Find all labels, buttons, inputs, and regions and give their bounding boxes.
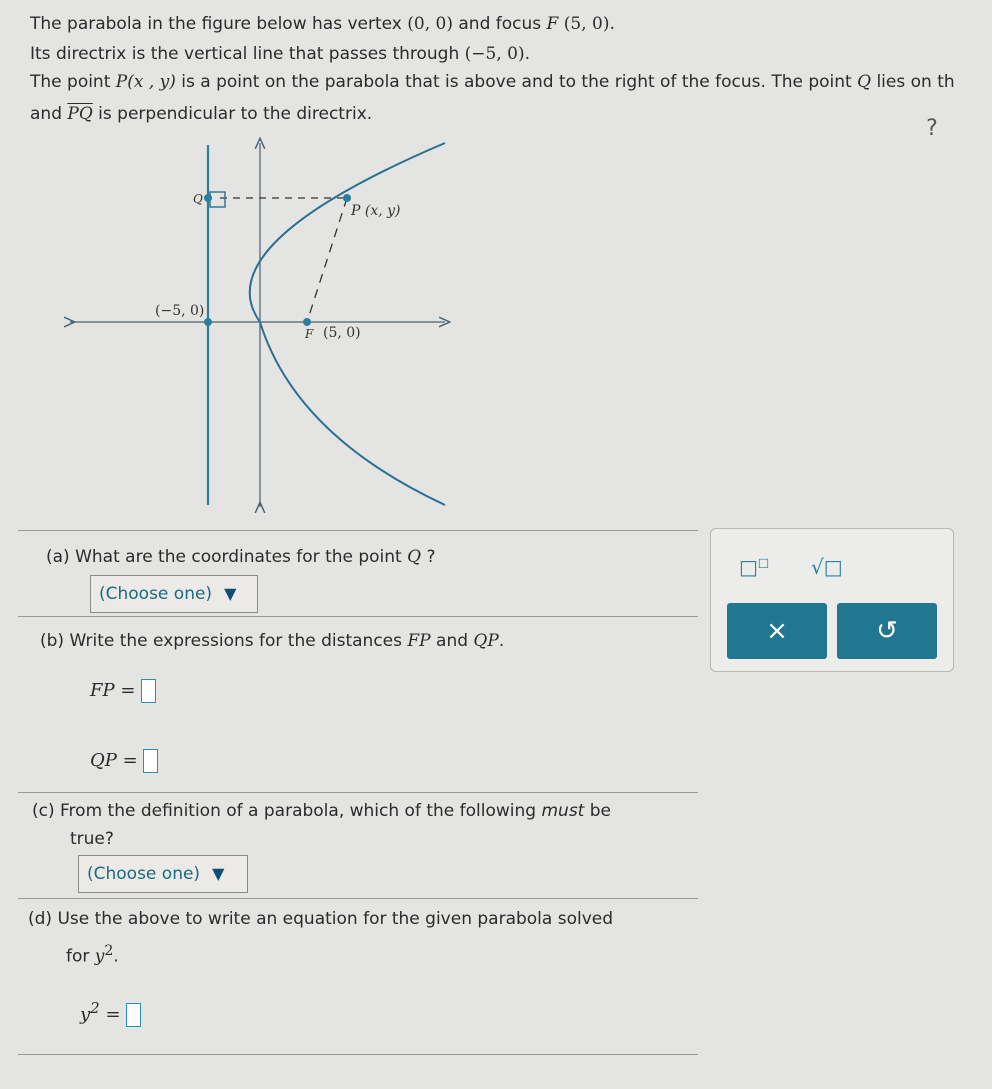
sqrt-button[interactable]: √□ — [811, 555, 843, 579]
part-b-text: (b) Write the expressions for the distances — [40, 631, 408, 651]
intro-line-3 — [30, 72, 955, 92]
equals-sign: = — [105, 1004, 121, 1025]
y-exponent: 2 — [104, 943, 114, 959]
intro-text: Its directrix is the vertical line that passes through — [30, 44, 465, 64]
focus-label: F — [546, 14, 559, 34]
part-d-for — [66, 943, 119, 967]
dropdown-label: (Choose one) — [87, 864, 201, 884]
point-q-dropdown[interactable] — [90, 575, 258, 613]
part-c-section — [18, 792, 698, 899]
eq-y: y — [80, 1004, 91, 1025]
fp-answer-input[interactable] — [141, 679, 156, 703]
point-q — [204, 194, 212, 202]
label-p: P (x, y) — [351, 203, 401, 219]
point-p — [343, 194, 351, 202]
part-a-end: ? — [421, 547, 436, 567]
parabola-definition-dropdown[interactable] — [78, 855, 248, 893]
part-b-and: and — [430, 631, 474, 651]
focus-value: (5, 0). — [563, 14, 615, 34]
math-tool-panel — [710, 528, 954, 672]
qp-eq-label: QP = — [90, 750, 138, 771]
intro-text: lies on th — [871, 72, 955, 92]
label-directrix-point: (−5, 0) — [155, 303, 205, 319]
clear-button[interactable]: × — [727, 603, 827, 659]
fp-symbol: FP — [407, 631, 431, 651]
directrix-point: (−5, 0). — [464, 44, 531, 64]
vertex-value: (0, 0) — [407, 14, 453, 34]
dropdown-arrow-icon: ▼ — [224, 584, 237, 603]
part-a-prompt — [46, 547, 436, 567]
intro-text: and focus — [452, 14, 547, 34]
part-b-section — [18, 616, 698, 793]
p-coords: (x , y) — [127, 72, 176, 92]
part-b-prompt — [40, 631, 504, 651]
part-c-text: (c) From the definition of a parabola, which of the following — [32, 801, 542, 821]
fp-eq-label: FP = — [90, 680, 136, 701]
intro-line-1 — [30, 14, 615, 34]
y-squared-equation — [80, 999, 141, 1027]
intro-text: The parabola in the figure below has vertex — [30, 14, 408, 34]
point-f — [303, 318, 311, 326]
intro-text: and — [30, 104, 68, 124]
part-c-true: true? — [70, 829, 114, 849]
intro-text: is a point on the parabola that is above and to the right of the focus. The point — [175, 72, 858, 92]
qp-equation — [90, 749, 158, 773]
qp-symbol: QP — [473, 631, 499, 651]
p-label: P — [115, 72, 128, 92]
y-symbol: y — [94, 946, 105, 967]
undo-button[interactable]: ↺ — [837, 603, 937, 659]
part-c-text-end: be — [584, 801, 611, 821]
part-a-text: (a) What are the coordinates for the point — [46, 547, 408, 567]
intro-text: is perpendicular to the directrix. — [92, 104, 373, 124]
superscript-exp-icon: □ — [757, 555, 770, 570]
help-icon[interactable]: ? — [926, 116, 938, 141]
point-directrix — [204, 318, 212, 326]
dropdown-label: (Choose one) — [99, 584, 213, 604]
intro-line-4 — [30, 104, 372, 124]
pf-dashed-line — [307, 198, 347, 322]
question-panel — [18, 530, 698, 1060]
superscript-button[interactable] — [739, 555, 769, 579]
part-b-end: . — [498, 631, 505, 651]
qp-answer-input[interactable] — [143, 749, 158, 773]
part-d-section — [18, 898, 698, 1055]
label-f-coords: (5, 0) — [323, 325, 361, 341]
intro-line-2 — [30, 44, 530, 64]
pq-segment-label: $\overline{PQ}$ — [67, 104, 93, 124]
for-text: for — [66, 946, 95, 967]
q-label: Q — [857, 72, 872, 92]
superscript-base-icon: □ — [739, 555, 758, 579]
label-f: F — [305, 327, 314, 341]
part-c-prompt — [32, 801, 611, 821]
part-a-section — [18, 530, 698, 617]
period: . — [113, 946, 119, 967]
dropdown-arrow-icon: ▼ — [212, 864, 225, 883]
eq-exponent: 2 — [90, 999, 100, 1017]
q-symbol: Q — [407, 547, 422, 567]
part-d-prompt: (d) Use the above to write an equation for the given parabola solved — [28, 909, 614, 929]
part-c-must: must — [541, 801, 585, 821]
intro-text: The point — [30, 72, 116, 92]
y-squared-answer-input[interactable] — [126, 1003, 141, 1027]
right-angle-mark — [210, 192, 225, 207]
fp-equation — [90, 679, 156, 703]
label-q: Q — [193, 192, 203, 206]
parabola-figure — [55, 135, 455, 515]
